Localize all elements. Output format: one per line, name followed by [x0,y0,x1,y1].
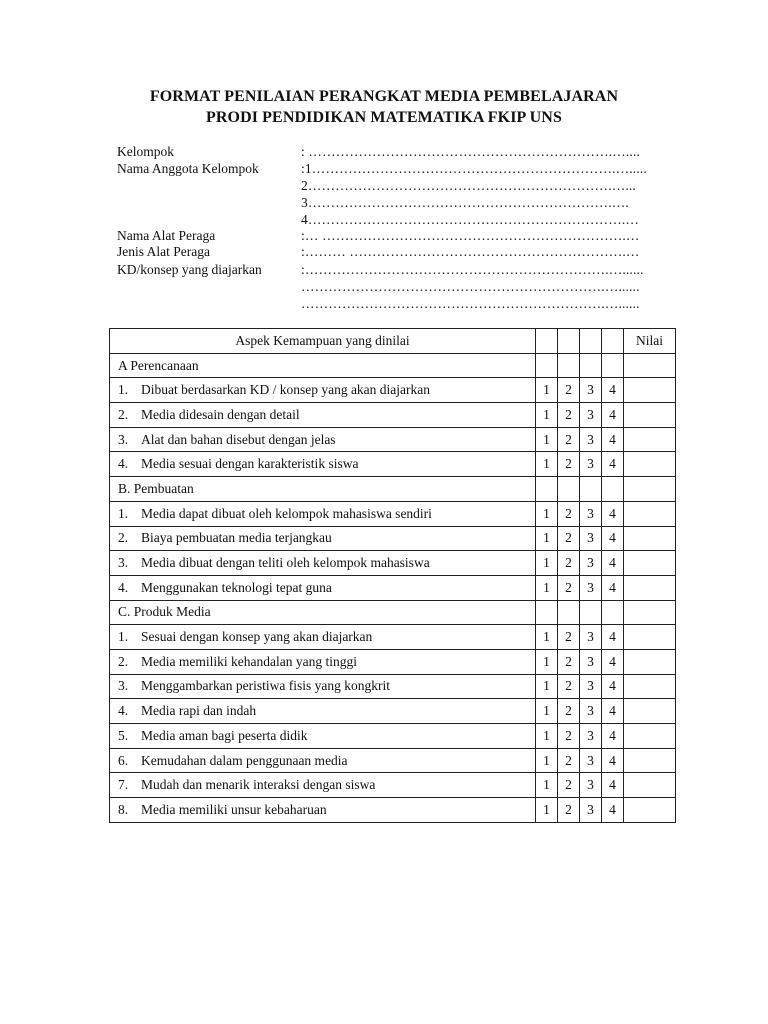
criterion-cell [110,551,536,576]
criterion-cell [110,625,536,650]
score-option-2[interactable]: 2 [558,649,580,674]
section-nilai-blank [624,477,676,502]
criterion-text: Media memiliki unsur kebaharuan [141,801,327,817]
criterion-text: Menggambarkan peristiwa fisis yang kongkrit [141,678,390,694]
score-option-3[interactable]: 3 [580,427,602,452]
table-row [110,649,676,674]
criterion-number: 3. [118,678,129,694]
nilai-cell[interactable] [624,625,676,650]
nilai-cell[interactable] [624,674,676,699]
score-option-4[interactable]: 4 [602,526,624,551]
section-score-blank [536,353,558,378]
anggota-field-3[interactable]: 3………………………………………………………….…. [301,195,629,210]
score-option-2[interactable]: 2 [558,773,580,798]
table-row [110,501,676,526]
nilai-cell[interactable] [624,748,676,773]
criterion-cell [110,748,536,773]
score-option-4[interactable]: 4 [602,452,624,477]
section-nilai-blank [624,353,676,378]
assessment-table [109,328,676,823]
score-option-2[interactable]: 2 [558,674,580,699]
score-option-3[interactable]: 3 [580,649,602,674]
criterion-number: 1. [118,629,129,645]
criterion-cell [110,699,536,724]
section-title: C. Produk Media [110,600,536,625]
score-option-4[interactable]: 4 [602,674,624,699]
score-option-2[interactable]: 2 [558,798,580,823]
criterion-text: Menggunakan teknologi tepat guna [141,579,332,595]
jenis-alat-field[interactable]: :……… …………………………………………………….… [301,244,640,259]
table-row [110,551,676,576]
kelompok-field[interactable]: : ………………………………………………………….….... [301,144,641,159]
criterion-cell [110,724,536,749]
criterion-number: 4. [118,703,129,719]
score-option-3[interactable]: 3 [580,748,602,773]
criterion-number: 3. [118,555,129,571]
section-score-blank [580,353,602,378]
section-score-blank [558,600,580,625]
score-option-1[interactable]: 1 [536,551,558,576]
criterion-number: 5. [118,727,129,743]
criterion-number: 4. [118,456,129,472]
alat-peraga-field[interactable]: :… ………………………………………………………….… [301,228,640,243]
score-option-1[interactable]: 1 [536,798,558,823]
header-score-blank [602,329,624,354]
criterion-cell [110,773,536,798]
score-option-4[interactable]: 4 [602,551,624,576]
score-option-1[interactable]: 1 [536,748,558,773]
score-option-3[interactable]: 3 [580,378,602,403]
nilai-cell[interactable] [624,773,676,798]
criterion-text: Kemudahan dalam penggunaan media [141,752,348,768]
criterion-text: Media aman bagi peserta didik [141,727,308,743]
nilai-cell[interactable] [624,427,676,452]
criterion-text: Alat dan bahan disebut dengan jelas [141,431,336,447]
score-option-2[interactable]: 2 [558,551,580,576]
criterion-cell [110,452,536,477]
score-option-3[interactable]: 3 [580,699,602,724]
table-row [110,699,676,724]
nilai-cell[interactable] [624,699,676,724]
criterion-text: Media didesain dengan detail [141,406,300,422]
anggota-field-4[interactable]: 4…………………………………………………………….… [301,212,640,227]
score-option-4[interactable]: 4 [602,649,624,674]
nilai-cell[interactable] [624,526,676,551]
section-score-blank [558,477,580,502]
criterion-cell [110,526,536,551]
criterion-number: 2. [118,530,129,546]
score-option-4[interactable]: 4 [602,798,624,823]
table-row [110,798,676,823]
score-option-1[interactable]: 1 [536,625,558,650]
criterion-number: 2. [118,406,129,422]
criterion-text: Sesuai dengan konsep yang akan diajarkan [141,629,373,645]
criterion-text: Media memiliki kehandalan yang tinggi [141,653,357,669]
section-score-blank [536,600,558,625]
criterion-cell [110,378,536,403]
score-option-2[interactable]: 2 [558,625,580,650]
header-score-blank [536,329,558,354]
score-option-2[interactable]: 2 [558,526,580,551]
section-score-blank [580,477,602,502]
score-option-3[interactable]: 3 [580,724,602,749]
score-option-2[interactable]: 2 [558,748,580,773]
score-option-1[interactable]: 1 [536,526,558,551]
anggota-label: Nama Anggota Kelompok [117,161,259,176]
criterion-cell [110,403,536,428]
score-option-1[interactable]: 1 [536,699,558,724]
score-option-1[interactable]: 1 [536,427,558,452]
kd-konsep-field-3[interactable]: ………………………………………………………….…...... [301,296,640,311]
score-option-3[interactable]: 3 [580,575,602,600]
score-option-2[interactable]: 2 [558,452,580,477]
criterion-number: 3. [118,431,129,447]
table-row [110,773,676,798]
section-title: B. Pembuatan [110,477,536,502]
nilai-cell[interactable] [624,575,676,600]
score-option-3[interactable]: 3 [580,674,602,699]
criterion-number: 6. [118,752,129,768]
jenis-alat-label: Jenis Alat Peraga [117,244,210,259]
anggota-field-2[interactable]: 2………………………………………………………….…... [301,178,636,193]
score-option-4[interactable]: 4 [602,699,624,724]
table-row [110,748,676,773]
nilai-cell[interactable] [624,798,676,823]
score-option-3[interactable]: 3 [580,526,602,551]
score-option-1[interactable]: 1 [536,724,558,749]
criterion-number: 7. [118,777,129,793]
score-option-1[interactable]: 1 [536,378,558,403]
score-option-4[interactable]: 4 [602,378,624,403]
kd-konsep-label: KD/konsep yang diajarkan [117,262,262,277]
score-option-3[interactable]: 3 [580,551,602,576]
criterion-cell [110,649,536,674]
header-aspect: Aspek Kemampuan yang dinilai [110,329,536,354]
score-option-2[interactable]: 2 [558,403,580,428]
criterion-text: Media dibuat dengan teliti oleh kelompok mahasiswa [141,555,430,571]
score-option-3[interactable]: 3 [580,625,602,650]
score-option-4[interactable]: 4 [602,501,624,526]
criterion-text: Dibuat berdasarkan KD / konsep yang akan diajarkan [141,382,431,398]
score-option-2[interactable]: 2 [558,724,580,749]
score-option-2[interactable]: 2 [558,501,580,526]
criterion-number: 1. [118,382,129,398]
nilai-cell[interactable] [624,452,676,477]
table-row [110,575,676,600]
criterion-number: 8. [118,801,129,817]
section-score-blank [602,477,624,502]
score-option-3[interactable]: 3 [580,773,602,798]
criterion-text: Media rapi dan indah [141,703,257,719]
nilai-cell[interactable] [624,649,676,674]
section-row [110,477,676,502]
document-title-line-1: FORMAT PENILAIAN PERANGKAT MEDIA PEMBELAJARAN [149,88,619,105]
nilai-cell[interactable] [624,724,676,749]
criterion-number: 2. [118,653,129,669]
criterion-cell [110,674,536,699]
section-title: A Perencanaan [110,353,536,378]
criterion-cell [110,798,536,823]
kd-konsep-field-2[interactable]: ………………………………………………………….…...... [301,279,640,294]
nilai-cell[interactable] [624,403,676,428]
section-row [110,353,676,378]
score-option-1[interactable]: 1 [536,674,558,699]
score-option-1[interactable]: 1 [536,501,558,526]
nilai-cell[interactable] [624,378,676,403]
table-row [110,526,676,551]
criterion-text: Media sesuai dengan karakteristik siswa [141,456,359,472]
table-row [110,378,676,403]
kelompok-label: Kelompok [117,144,174,159]
section-score-blank [580,600,602,625]
criterion-cell [110,575,536,600]
score-option-3[interactable]: 3 [580,452,602,477]
header-score-blank [558,329,580,354]
table-row [110,403,676,428]
score-option-1[interactable]: 1 [536,649,558,674]
score-option-4[interactable]: 4 [602,773,624,798]
score-option-4[interactable]: 4 [602,625,624,650]
table-header-row [110,329,676,354]
score-option-4[interactable]: 4 [602,724,624,749]
kd-konsep-field-1[interactable]: :………………………………………………………….…...... [301,262,644,277]
score-option-3[interactable]: 3 [580,501,602,526]
section-score-blank [536,477,558,502]
criterion-cell [110,427,536,452]
score-option-2[interactable]: 2 [558,699,580,724]
score-option-4[interactable]: 4 [602,403,624,428]
table-row [110,625,676,650]
section-score-blank [602,600,624,625]
table-row [110,674,676,699]
document-title-line-2: PRODI PENDIDIKAN MATEMATIKA FKIP UNS [206,109,562,126]
score-option-1[interactable]: 1 [536,575,558,600]
score-option-4[interactable]: 4 [602,748,624,773]
nilai-cell[interactable] [624,551,676,576]
section-score-blank [602,353,624,378]
alat-peraga-label: Nama Alat Peraga [117,228,216,243]
score-option-3[interactable]: 3 [580,798,602,823]
score-option-3[interactable]: 3 [580,403,602,428]
score-option-4[interactable]: 4 [602,575,624,600]
section-row [110,600,676,625]
table-row [110,452,676,477]
score-option-2[interactable]: 2 [558,427,580,452]
score-option-1[interactable]: 1 [536,403,558,428]
score-option-4[interactable]: 4 [602,427,624,452]
score-option-2[interactable]: 2 [558,575,580,600]
header-nilai: Nilai [624,329,676,354]
score-option-1[interactable]: 1 [536,452,558,477]
criterion-number: 4. [118,579,129,595]
table-row [110,427,676,452]
score-option-2[interactable]: 2 [558,378,580,403]
criterion-text: Biaya pembuatan media terjangkau [141,530,332,546]
header-score-blank [580,329,602,354]
nilai-cell[interactable] [624,501,676,526]
section-score-blank [558,353,580,378]
score-option-1[interactable]: 1 [536,773,558,798]
anggota-field-1[interactable]: :1………………………………………………………….…..... [301,161,647,176]
criterion-cell [110,501,536,526]
criterion-text: Media dapat dibuat oleh kelompok mahasiswa sendiri [141,505,432,521]
table-row [110,724,676,749]
criterion-number: 1. [118,505,129,521]
criterion-text: Mudah dan menarik interaksi dengan siswa [141,777,376,793]
section-nilai-blank [624,600,676,625]
